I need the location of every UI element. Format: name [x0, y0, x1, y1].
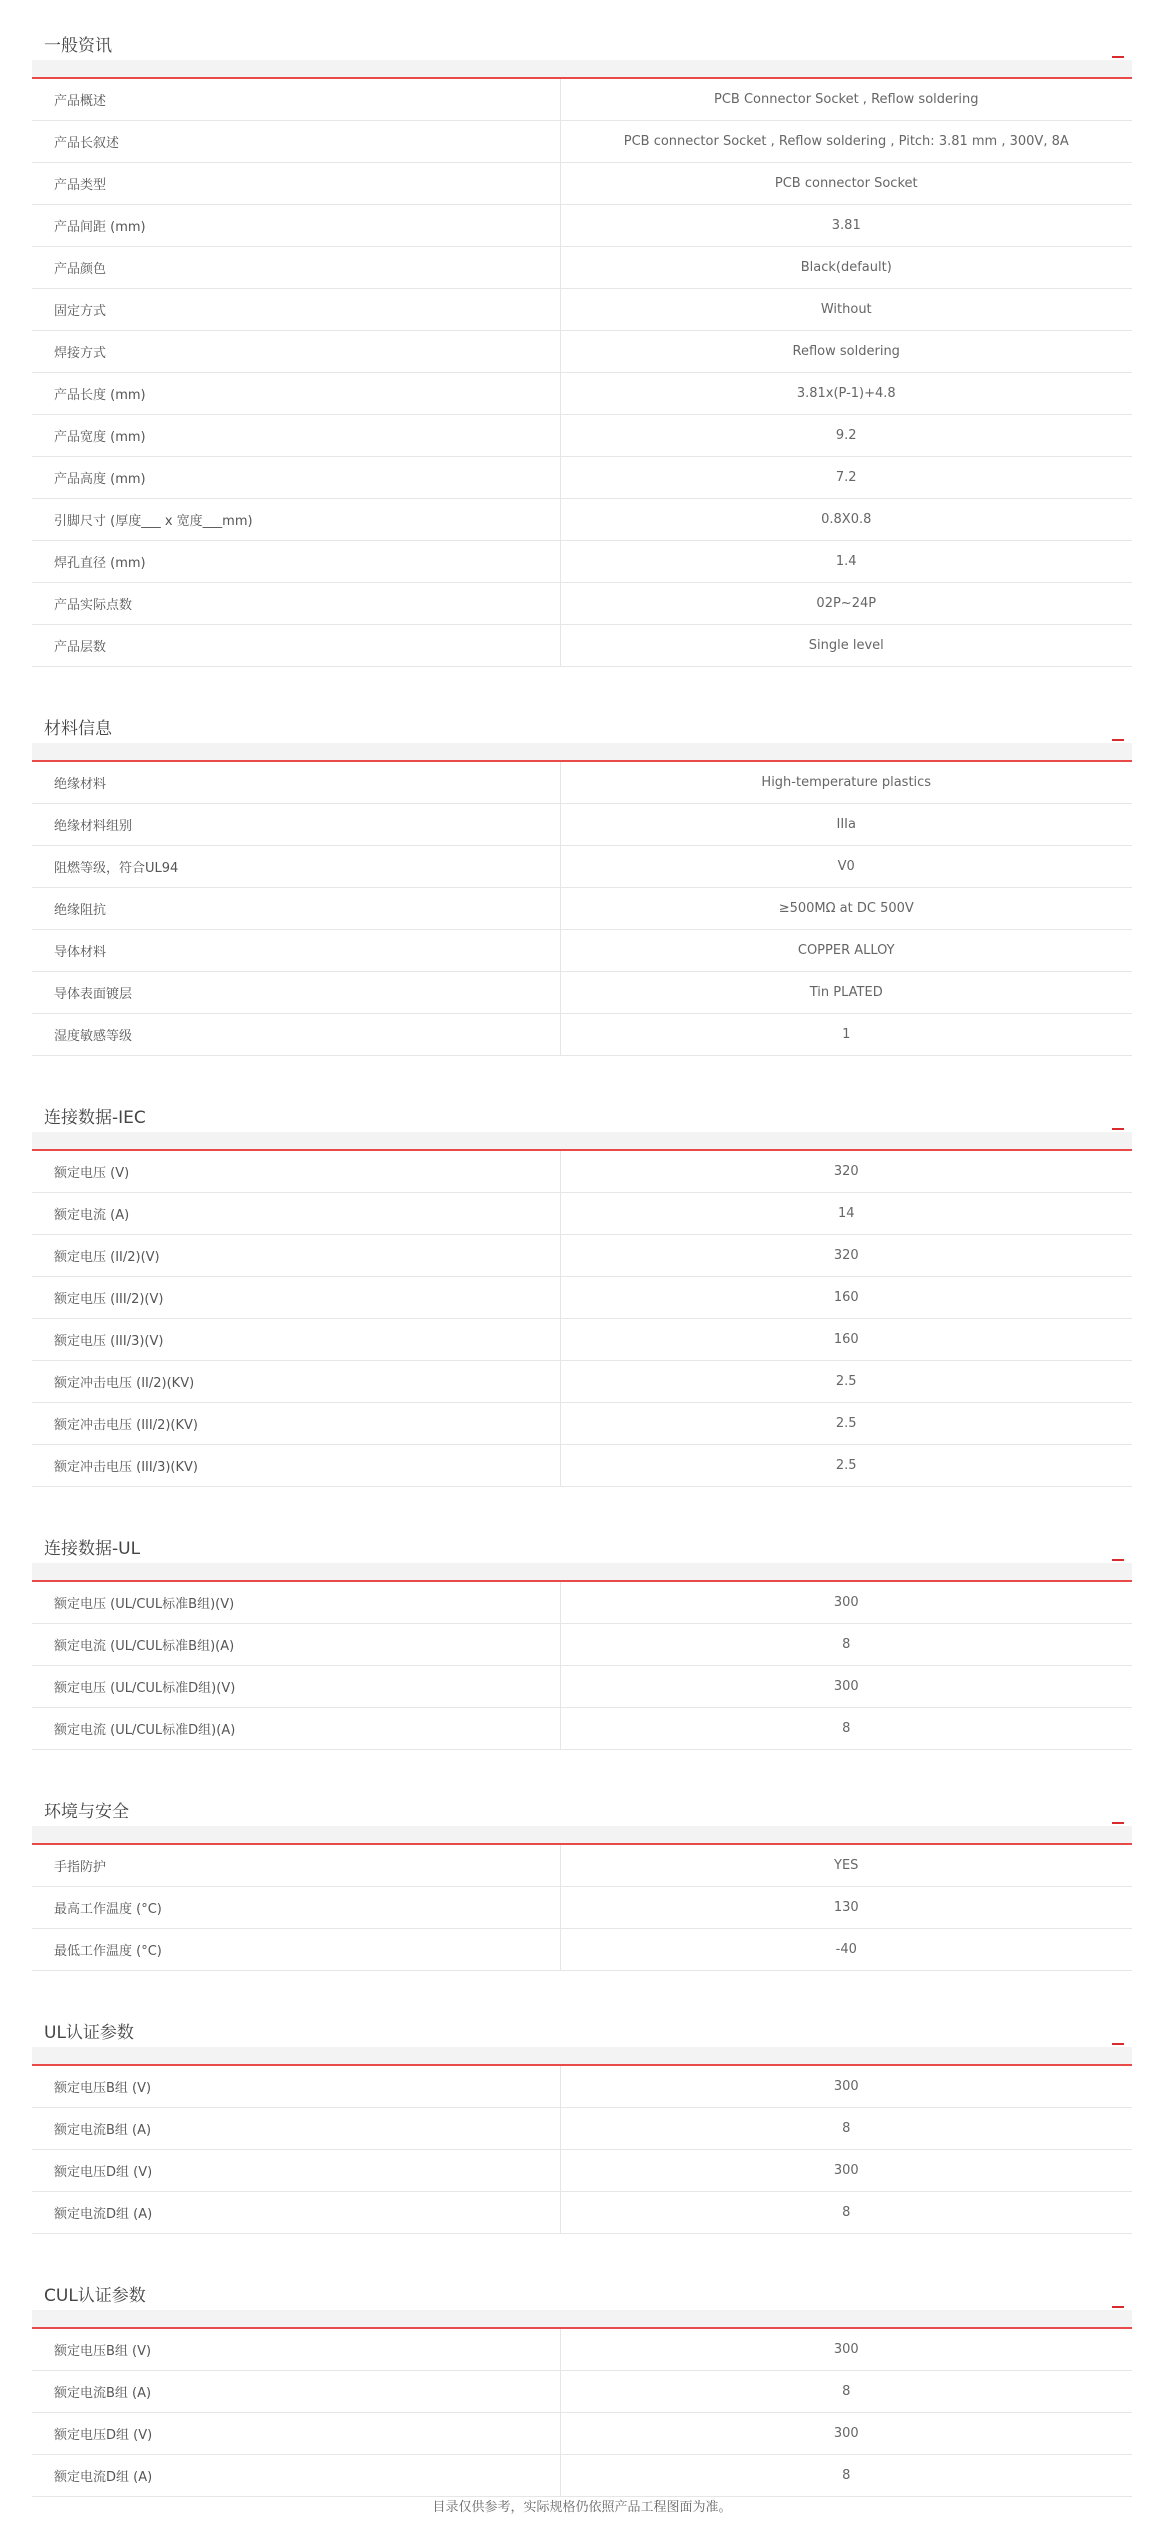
spec-label: 额定电压 (II/2)(V)	[32, 1235, 560, 1277]
table-row	[32, 2371, 1132, 2413]
table-row	[32, 2329, 1132, 2371]
section-title: 材料信息	[44, 719, 112, 739]
table-row	[32, 457, 1132, 499]
spec-label: 额定电流D组 (A)	[32, 2192, 560, 2234]
spec-value: 300	[560, 1582, 1132, 1624]
spec-value: 1.4	[560, 541, 1132, 583]
collapse-icon[interactable]	[1112, 739, 1124, 741]
spec-label: 额定电压D组 (V)	[32, 2150, 560, 2192]
spec-label: 最低工作温度 (°C)	[32, 1929, 560, 1971]
spec-label: 绝缘材料组别	[32, 804, 560, 846]
spec-label: 额定电流 (UL/CUL标准D组)(A)	[32, 1708, 560, 1750]
spec-label: 产品层数	[32, 625, 560, 667]
spec-label: 额定电压 (III/2)(V)	[32, 1277, 560, 1319]
spec-value: 02P~24P	[560, 583, 1132, 625]
table-row	[32, 1624, 1132, 1666]
spec-value: 2.5	[560, 1361, 1132, 1403]
table-row	[32, 1929, 1132, 1971]
spec-label: 最高工作温度 (°C)	[32, 1887, 560, 1929]
spec-value: 300	[560, 2066, 1132, 2108]
spec-section	[32, 1072, 1132, 1503]
spec-label: 产品间距 (mm)	[32, 205, 560, 247]
spec-label: 额定电压 (UL/CUL标准B组)(V)	[32, 1582, 560, 1624]
spec-table	[32, 2329, 1132, 2497]
spec-value: PCB connector Socket	[560, 163, 1132, 205]
table-row	[32, 1582, 1132, 1624]
spec-label: 导体材料	[32, 930, 560, 972]
table-row	[32, 247, 1132, 289]
spec-value: PCB Connector Socket , Reflow soldering	[560, 79, 1132, 121]
spec-value: 8	[560, 1708, 1132, 1750]
spec-value: Black(default)	[560, 247, 1132, 289]
table-row	[32, 930, 1132, 972]
spec-label: 阻燃等级，符合UL94	[32, 846, 560, 888]
table-row	[32, 804, 1132, 846]
spec-label: 额定电压D组 (V)	[32, 2413, 560, 2455]
footer-note: 目录仅供参考，实际规格仍依照产品工程图面为准。	[432, 2500, 732, 2515]
spec-value: Reflow soldering	[560, 331, 1132, 373]
spec-value: 8	[560, 2371, 1132, 2413]
spec-label: 绝缘阻抗	[32, 888, 560, 930]
section-title: CUL认证参数	[44, 2286, 146, 2306]
spec-value: Single level	[560, 625, 1132, 667]
table-row	[32, 2413, 1132, 2455]
spec-value: 2.5	[560, 1403, 1132, 1445]
spec-value: Tin PLATED	[560, 972, 1132, 1014]
section-title: UL认证参数	[44, 2023, 134, 2043]
spec-value: 8	[560, 2192, 1132, 2234]
spec-label: 额定冲击电压 (III/2)(KV)	[32, 1403, 560, 1445]
spec-value: Without	[560, 289, 1132, 331]
table-row	[32, 1235, 1132, 1277]
spec-table	[32, 1845, 1132, 1971]
spec-value: 1	[560, 1014, 1132, 1056]
spec-value: 300	[560, 2329, 1132, 2371]
section-header	[32, 1503, 1132, 1582]
spec-value: YES	[560, 1845, 1132, 1887]
table-row	[32, 2066, 1132, 2108]
table-row	[32, 205, 1132, 247]
spec-label: 产品概述	[32, 79, 560, 121]
table-row	[32, 1193, 1132, 1235]
spec-section	[32, 2250, 1132, 2497]
collapse-icon[interactable]	[1112, 2306, 1124, 2308]
spec-label: 焊接方式	[32, 331, 560, 373]
spec-label: 产品颜色	[32, 247, 560, 289]
table-row	[32, 499, 1132, 541]
spec-value: 8	[560, 2108, 1132, 2150]
table-row	[32, 846, 1132, 888]
spec-label: 额定电流B组 (A)	[32, 2371, 560, 2413]
table-row	[32, 1666, 1132, 1708]
table-row	[32, 541, 1132, 583]
table-row	[32, 121, 1132, 163]
table-row	[32, 1887, 1132, 1929]
spec-label: 额定电流 (UL/CUL标准B组)(A)	[32, 1624, 560, 1666]
spec-label: 产品长度 (mm)	[32, 373, 560, 415]
table-row	[32, 415, 1132, 457]
table-row	[32, 583, 1132, 625]
spec-section	[32, 683, 1132, 1072]
spec-label: 额定电流D组 (A)	[32, 2455, 560, 2497]
spec-label: 产品宽度 (mm)	[32, 415, 560, 457]
spec-table	[32, 79, 1132, 667]
table-row	[32, 2108, 1132, 2150]
spec-value: 3.81x(P-1)+4.8	[560, 373, 1132, 415]
spec-label: 额定冲击电压 (III/3)(KV)	[32, 1445, 560, 1487]
table-row	[32, 625, 1132, 667]
spec-label: 焊孔直径 (mm)	[32, 541, 560, 583]
spec-table	[32, 2066, 1132, 2234]
table-row	[32, 1151, 1132, 1193]
spec-value: 9.2	[560, 415, 1132, 457]
spec-value: 300	[560, 1666, 1132, 1708]
spec-label: 绝缘材料	[32, 762, 560, 804]
spec-label: 手指防护	[32, 1845, 560, 1887]
spec-value: V0	[560, 846, 1132, 888]
table-row	[32, 2455, 1132, 2497]
spec-value: ≥500MΩ at DC 500V	[560, 888, 1132, 930]
table-row	[32, 79, 1132, 121]
table-row	[32, 1403, 1132, 1445]
spec-section	[32, 1503, 1132, 1766]
spec-label: 产品高度 (mm)	[32, 457, 560, 499]
table-row	[32, 331, 1132, 373]
section-title: 连接数据-UL	[44, 1539, 141, 1559]
spec-value: High-temperature plastics	[560, 762, 1132, 804]
spec-label: 额定电流 (A)	[32, 1193, 560, 1235]
table-row	[32, 1319, 1132, 1361]
table-row	[32, 762, 1132, 804]
spec-label: 固定方式	[32, 289, 560, 331]
spec-value: 7.2	[560, 457, 1132, 499]
spec-value: 14	[560, 1193, 1132, 1235]
table-row	[32, 2192, 1132, 2234]
table-row	[32, 1361, 1132, 1403]
table-row	[32, 2150, 1132, 2192]
table-row	[32, 163, 1132, 205]
spec-value: 130	[560, 1887, 1132, 1929]
spec-value: 300	[560, 2150, 1132, 2192]
spec-table	[32, 1582, 1132, 1750]
spec-label: 产品长叙述	[32, 121, 560, 163]
spec-label: 产品实际点数	[32, 583, 560, 625]
spec-section	[32, 0, 1132, 683]
table-row	[32, 1277, 1132, 1319]
spec-table	[32, 762, 1132, 1056]
spec-value: 160	[560, 1277, 1132, 1319]
spec-label: 产品类型	[32, 163, 560, 205]
spec-value: 3.81	[560, 205, 1132, 247]
section-header	[32, 1766, 1132, 1845]
spec-label: 额定冲击电压 (II/2)(KV)	[32, 1361, 560, 1403]
spec-value: COPPER ALLOY	[560, 930, 1132, 972]
spec-label: 额定电流B组 (A)	[32, 2108, 560, 2150]
collapse-icon[interactable]	[1112, 2043, 1124, 2045]
table-row	[32, 1014, 1132, 1056]
spec-value: IIIa	[560, 804, 1132, 846]
table-row	[32, 972, 1132, 1014]
spec-value: 0.8X0.8	[560, 499, 1132, 541]
table-row	[32, 1445, 1132, 1487]
spec-value: 2.5	[560, 1445, 1132, 1487]
section-header	[32, 2250, 1132, 2329]
section-title: 连接数据-IEC	[44, 1108, 146, 1128]
table-row	[32, 289, 1132, 331]
spec-value: 8	[560, 1624, 1132, 1666]
section-title: 环境与安全	[44, 1802, 129, 1822]
collapse-icon[interactable]	[1112, 1128, 1124, 1130]
spec-label: 引脚尺寸 (厚度___ x 宽度___mm)	[32, 499, 560, 541]
collapse-icon[interactable]	[1112, 56, 1124, 58]
collapse-icon[interactable]	[1112, 1822, 1124, 1824]
spec-label: 湿度敏感等级	[32, 1014, 560, 1056]
section-header	[32, 1987, 1132, 2066]
spec-value: 160	[560, 1319, 1132, 1361]
spec-value: 320	[560, 1151, 1132, 1193]
spec-value: PCB connector Socket , Reflow soldering , Pitch: 3.81 mm , 300V, 8A	[560, 121, 1132, 163]
spec-section	[32, 1766, 1132, 1987]
table-row	[32, 1845, 1132, 1887]
spec-label: 额定电压B组 (V)	[32, 2329, 560, 2371]
table-row	[32, 373, 1132, 415]
spec-value: 300	[560, 2413, 1132, 2455]
spec-label: 额定电压 (V)	[32, 1151, 560, 1193]
spec-label: 导体表面镀层	[32, 972, 560, 1014]
section-title: 一般资讯	[44, 36, 112, 56]
spec-label: 额定电压B组 (V)	[32, 2066, 560, 2108]
spec-value: 8	[560, 2455, 1132, 2497]
spec-label: 额定电压 (UL/CUL标准D组)(V)	[32, 1666, 560, 1708]
spec-value: 320	[560, 1235, 1132, 1277]
spec-value: -40	[560, 1929, 1132, 1971]
section-header	[32, 683, 1132, 762]
spec-section	[32, 1987, 1132, 2250]
section-header	[32, 0, 1132, 79]
spec-label: 额定电压 (III/3)(V)	[32, 1319, 560, 1361]
section-header	[32, 1072, 1132, 1151]
table-row	[32, 888, 1132, 930]
collapse-icon[interactable]	[1112, 1559, 1124, 1561]
table-row	[32, 1708, 1132, 1750]
spec-table	[32, 1151, 1132, 1487]
spec-sheet	[32, 0, 1132, 2497]
